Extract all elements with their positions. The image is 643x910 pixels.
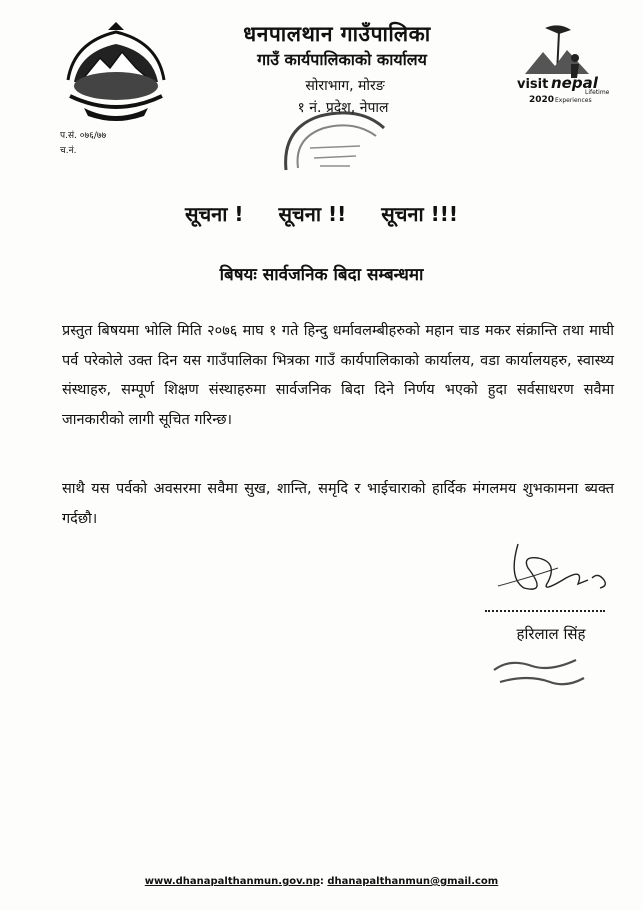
logo-experiences: Experiences — [555, 97, 592, 104]
nepal-emblem-icon — [60, 22, 172, 122]
website-link[interactable]: www.dhanapalthanmun.gov.np — [144, 876, 320, 887]
signature-scribble — [488, 538, 618, 598]
signer-name: हरिलाल सिंह — [516, 625, 586, 643]
office-stamp — [280, 108, 390, 178]
logo-year: 2020 — [529, 95, 555, 105]
email-link[interactable]: dhanapalthanmun@gmail.com — [327, 876, 499, 887]
reference-number: प.सं. ०७६/७७ — [60, 131, 107, 141]
notice-heading-3: सूचना !!! — [381, 202, 459, 226]
signature-line — [485, 610, 605, 612]
signer-stamp — [480, 648, 600, 692]
logo-nepal: nepal — [551, 74, 598, 92]
address-line-1: सोराभाग, मोरङ — [305, 78, 385, 94]
logo-visit: visit — [517, 77, 549, 92]
subject-line: बिषयः सार्वजनिक बिदा सम्बन्धमा — [219, 265, 424, 285]
footer-contact — [0, 876, 643, 887]
notice-heading-2: सूचना !! — [278, 202, 347, 226]
notice-heading-1: सूचना ! — [184, 202, 244, 226]
logo-lifetime: Lifetime — [585, 89, 610, 96]
dispatch-number: च.नं. — [60, 146, 77, 156]
org-name: धनपालथान गाउँपालिका — [243, 21, 431, 46]
address-line-2: १ नं. प्रदेश, नेपाल — [297, 100, 389, 116]
body-paragraph-1: प्रस्तुत बिषयमा भोलि मिति २०७६ माघ १ गते हिन्दु धर्मावलम्बीहरुको महान चाड मकर संक्रान्ति तथा माघी पर्व परेकोले उक्त दिन यस गाउँपालिका भित्रका गाउँ कार्यपालिकाको कार्यालय, वडा कार्यालयहरु, स्वास्थ्य संस्थाहरु, सम्पूर्ण शिक्षण संस्थाहरुमा सार्वजनिक बिदा दिने निर्णय भएको हुदा सर्वसाधरण सवैमा जानकारीको लागी सूचित गरिन्छ। — [62, 323, 614, 428]
notice-heading — [0, 200, 643, 227]
office-name: गाउँ कार्यपालिकाको कार्यालय — [257, 50, 427, 69]
visit-nepal-logo — [505, 22, 613, 112]
footer-separator: : — [319, 876, 324, 887]
body-paragraph-2: साथै यस पर्वको अवसरमा सवैमा सुख, शान्ति, समृदि र भाईचाराको हार्दिक मंगलमय शुभकामना ब्यक्त गर्दछौ। — [62, 481, 614, 527]
